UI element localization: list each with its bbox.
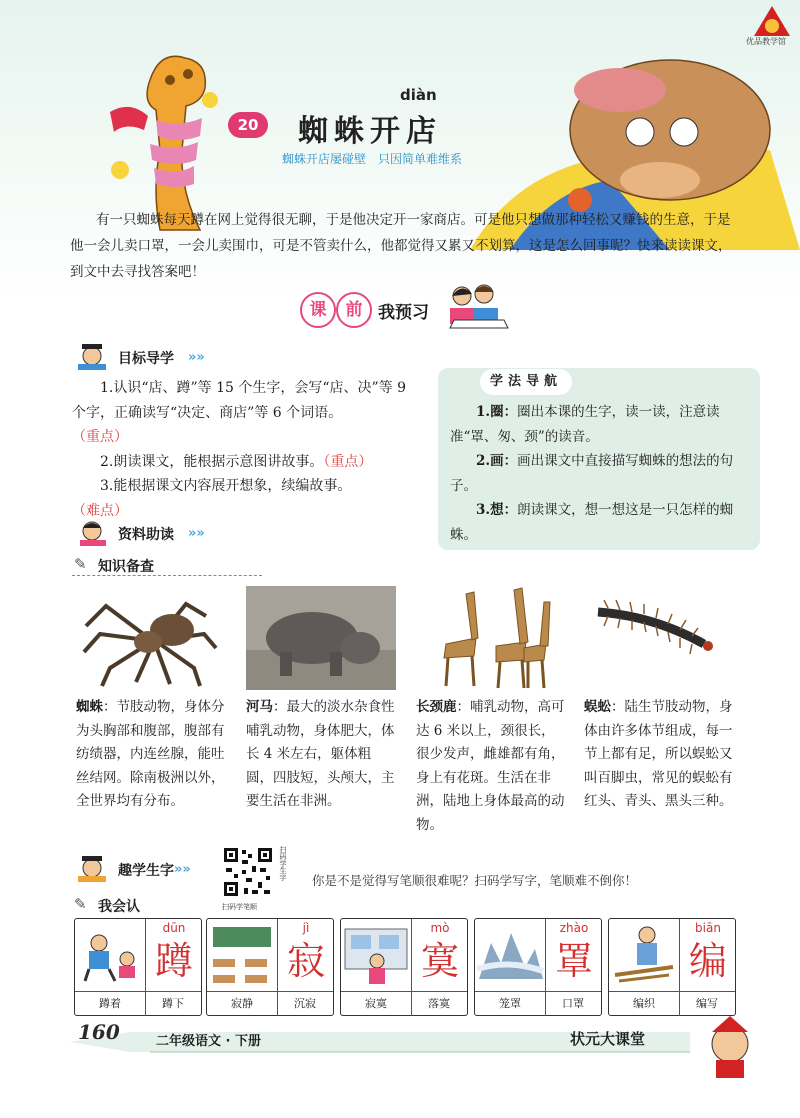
char-word: 寂静: [207, 991, 278, 1016]
lonely-passenger-illustration: [341, 919, 411, 991]
char-word: 寂寞: [341, 991, 412, 1016]
method-key: 1.圈：: [476, 404, 518, 420]
chars-heading: [74, 858, 224, 884]
char-card: [608, 918, 736, 1016]
chars-heading-label: 趣学生字: [118, 863, 174, 879]
char-pinyin: jì: [302, 921, 310, 935]
method-text: 画出课文中直接描写蜘蛛的想法的句子。: [450, 453, 734, 494]
char-glyph: 罩: [554, 939, 593, 983]
teacher-icon: [74, 342, 114, 370]
double-chevron-icon: »»: [188, 350, 205, 365]
char-box: [679, 919, 736, 991]
grade-label: 二年级语文 · 下册: [156, 1034, 261, 1049]
lesson-title: 蜘蛛开店: [298, 114, 442, 149]
goal-tag: （重点）: [72, 429, 128, 445]
brand-label: 状元大课堂: [570, 1030, 646, 1048]
learn-subheading: [72, 895, 222, 915]
centipede-image: [584, 586, 734, 690]
animal-description: [76, 696, 226, 814]
reading-heading: [74, 522, 224, 548]
double-chevron-icon: »»: [188, 526, 205, 541]
goal-tag: （重点）: [323, 453, 373, 470]
publisher-logo-text: 优品教学馆: [746, 37, 786, 46]
char-box: [411, 919, 468, 991]
method-item: [450, 449, 746, 498]
method-item: [450, 498, 746, 547]
teacher-icon: [74, 854, 114, 882]
method-heading: 学法导航: [480, 369, 572, 395]
intro-paragraph: 有一只蜘蛛每天蹲在网上觉得很无聊，于是他决定开一家商店。可是他只想做那种轻松又赚钱的生意，于是他一会儿卖口罩，一会儿卖围巾，可是不管卖什么，他都觉得又累又不划算，这是怎么回事呢？快来读读课文，到文中去寻找答案吧！: [70, 212, 732, 280]
animal-name: 蜈蚣: [584, 699, 611, 715]
char-pinyin: mò: [430, 921, 450, 935]
animal-description: [416, 696, 566, 838]
char-word: 蹲下: [145, 991, 201, 1016]
mascot-illustration: [700, 1010, 760, 1080]
animal-name: 长颈鹿: [416, 699, 457, 715]
goals-list: [72, 376, 424, 523]
preview-char-1: 课: [300, 292, 336, 328]
knowledge-subheading: [72, 555, 262, 577]
animal-desc: ：哺乳动物，高可达 6 米以上，颈很长，很少发声，雌雄都有角，身上有花斑。生活在非洲，陆地上身体最高的动物。: [416, 699, 565, 833]
goal-item: [72, 376, 424, 450]
hippo-image: [246, 586, 396, 690]
student-icon: [74, 518, 114, 546]
animal-description: [584, 696, 734, 814]
spider-image: [76, 586, 226, 690]
char-word: 编写: [679, 991, 735, 1016]
char-pinyin: biān: [695, 921, 721, 935]
char-card: [474, 918, 602, 1016]
reading-heading-label: 资料助读: [118, 527, 174, 543]
misty-mountains-illustration: [475, 919, 545, 991]
animal-desc: ：节肢动物，身体分为头胸部和腹部，腹部有纺绩器，内连丝腺，能吐丝结网。除南极洲以外，全世界均有分布。: [76, 699, 225, 810]
goal-text: 3.能根据课文内容展开想象，续编故事。: [100, 478, 352, 494]
char-card: [340, 918, 468, 1016]
char-word: 落寞: [411, 991, 467, 1016]
method-list: [450, 400, 746, 547]
qr-code[interactable]: [222, 846, 274, 898]
page-number: 160: [78, 1020, 120, 1044]
goal-item: [72, 474, 424, 523]
char-word: 沉寂: [277, 991, 333, 1016]
lesson-subtitle: 蜘蛛开店屡碰壁 只因简单难维系: [282, 152, 463, 166]
pencil-icon: ✎: [74, 555, 87, 573]
char-word: 蹲着: [75, 991, 146, 1016]
pencil-icon: ✎: [74, 895, 87, 913]
char-card: [74, 918, 202, 1016]
char-word: 笼罩: [475, 991, 546, 1016]
char-word: 口罩: [545, 991, 601, 1016]
method-item: [450, 400, 746, 449]
learn-label: 我会认: [98, 899, 140, 915]
preview-label: 我预习: [378, 303, 429, 323]
qr-side-label: 扫码学生字: [279, 846, 287, 881]
scan-prompt: 你是不是觉得写笔顺很难呢？扫码学写字，笔顺难不倒你！: [312, 873, 638, 888]
char-box: [145, 919, 202, 991]
classroom-illustration: [207, 919, 277, 991]
squatting-illustration: [75, 919, 145, 991]
char-box: [545, 919, 602, 991]
goal-text: 1.认识“店、蹲”等 15 个生字，会写“店、决”等 9 个字，正确读写“决定、商店”等 6 个词语。: [72, 380, 407, 421]
title-pinyin: diàn: [400, 86, 437, 104]
char-word: 编织: [609, 991, 680, 1016]
char-box: [277, 919, 334, 991]
animal-name: 河马: [246, 699, 273, 715]
method-text: 圈出本课的生字，读一读，注意读准“罩、匆、颈”的读音。: [450, 404, 720, 445]
method-key: 3.想：: [476, 502, 518, 518]
knowledge-label: 知识备查: [98, 559, 154, 575]
animal-desc: ：陆生节肢动物，身体由许多体节组成，每一节上都有足，所以蜈蚣又叫百脚虫，常见的蜈蚣有红头、青头、黑头三种。: [584, 699, 733, 810]
animal-name: 蜘蛛: [76, 699, 103, 715]
char-glyph: 蹲: [154, 939, 193, 983]
goal-text: 2.朗读课文，能根据示意图讲故事。: [100, 453, 324, 470]
char-pinyin: zhào: [559, 921, 589, 935]
char-glyph: 编: [688, 939, 727, 983]
goal-item: [72, 450, 424, 475]
char-pinyin: dūn: [162, 921, 186, 935]
goals-heading: [74, 346, 224, 372]
double-chevron-icon: »»: [174, 862, 191, 877]
giraffe-image: [416, 586, 566, 690]
animal-desc: ：最大的淡水杂食性哺乳动物，身体肥大，体长 4 米左右，躯体粗圆，四肢短，头颅大，主要生活在非洲。: [246, 699, 395, 810]
publisher-logo: [750, 4, 794, 40]
goal-tag: （难点）: [72, 502, 128, 519]
method-text: 朗读课文，想一想这是一只怎样的蜘蛛。: [450, 502, 734, 543]
animal-description: [246, 696, 396, 814]
qr-caption: 扫码学笔顺: [222, 903, 257, 911]
reading-kids-icon: [444, 280, 514, 330]
method-key: 2.画：: [476, 453, 518, 469]
char-glyph: 寞: [420, 939, 459, 983]
char-card: [206, 918, 334, 1016]
char-glyph: 寂: [286, 939, 325, 983]
lesson-number-badge: 20: [228, 112, 268, 138]
goals-heading-label: 目标导学: [118, 351, 174, 367]
preview-char-2: 前: [336, 292, 372, 328]
weaving-illustration: [609, 919, 679, 991]
